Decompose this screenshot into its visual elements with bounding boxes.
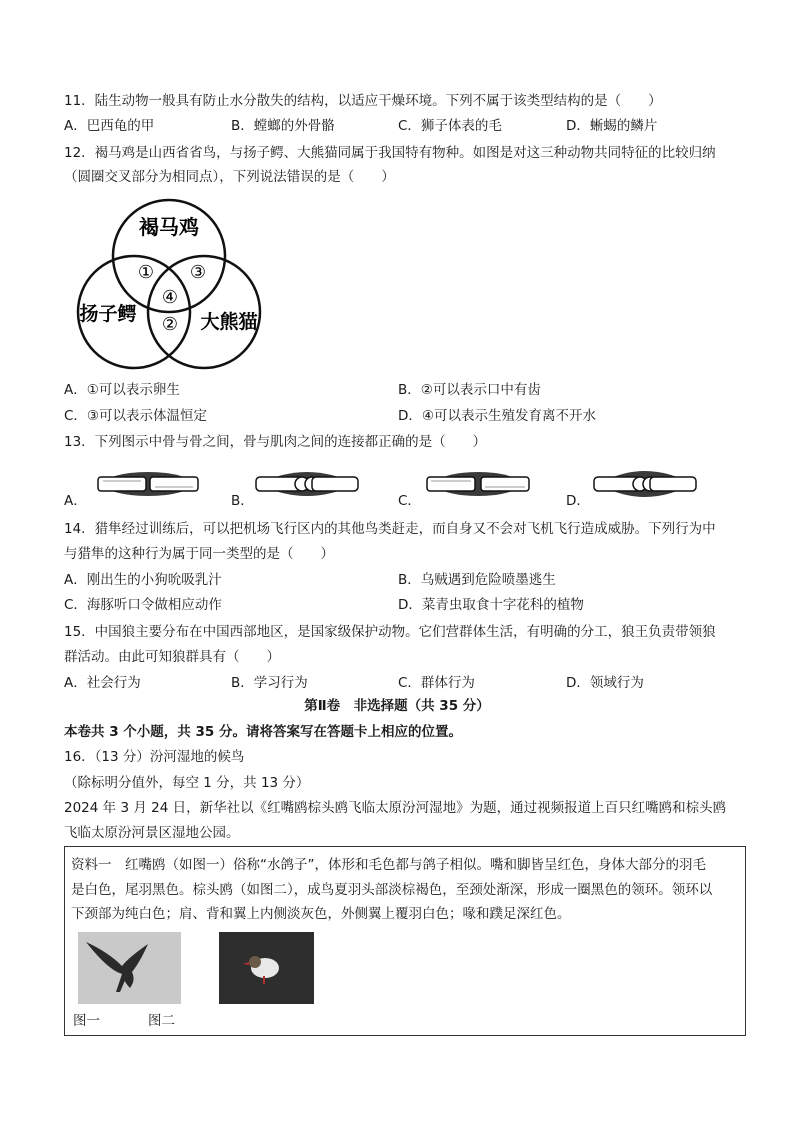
bone-muscle-diagram-d	[590, 466, 700, 502]
material-line-3: 下颈部为纯白色；肩、背和翼上内侧淡灰色，外侧翼上覆羽白色；喙和蹼足深红色。	[71, 906, 571, 922]
q13-option-b: B．	[231, 493, 254, 509]
part2-note: 本卷共 3 个小题，共 35 分。请将答案写在答题卡上相应的位置。	[64, 724, 462, 740]
q15-option-d: D．领域行为	[566, 675, 644, 691]
q12-option-c: C．③可以表示体温恒定	[64, 408, 208, 424]
q13-option-d: D．	[566, 493, 590, 509]
q13-option-c: C．	[398, 493, 421, 509]
q15-stem-2: 群活动。由此可知狼群具有（ ）	[64, 649, 280, 665]
venn-label-top: 褐马鸡	[139, 215, 199, 239]
part2-title: 第Ⅱ卷 非选择题（共 35 分）	[304, 698, 490, 714]
venn-region-1: ①	[137, 262, 155, 283]
q13-stem: 13．下列图示中骨与骨之间，骨与肌肉之间的连接都正确的是（ ）	[64, 434, 487, 450]
q11-stem: 11．陆生动物一般具有防止水分散失的结构，以适应干燥环境。下列不属于该类型结构的是（ ）	[64, 93, 662, 109]
figure-1-photo	[78, 932, 181, 1004]
q15-option-c: C．群体行为	[398, 675, 475, 691]
q12-stem-2: （圆圈交叉部分为相同点），下列说法错误的是（ ）	[64, 169, 395, 185]
q11-option-c: C．狮子体表的毛	[398, 118, 502, 134]
bone-muscle-diagram-a	[93, 466, 203, 502]
q14-option-c: C．海豚听口令做相应动作	[64, 597, 222, 613]
material-line-2: 是白色，尾羽黑色。棕头鸥（如图二），成鸟夏羽头部淡棕褐色，至颈处渐深，形成一圈黑色的领环。领环以	[71, 882, 713, 898]
q16-heading: 16．（13 分）汾河湿地的候鸟	[64, 749, 245, 765]
q12-stem-1: 12．褐马鸡是山西省省鸟，与扬子鳄、大熊猫同属于我国特有物种。如图是对这三种动物共同特征的比较归纳	[64, 145, 716, 161]
q12-option-b: B．②可以表示口中有齿	[398, 382, 541, 398]
q11-option-a: A．巴西龟的甲	[64, 118, 155, 134]
q14-option-a: A．刚出生的小狗吮吸乳汁	[64, 572, 222, 588]
q14-option-b: B．乌贼遇到危险喷墨逃生	[398, 572, 556, 588]
q13-option-a: A．	[64, 493, 87, 509]
figure-2-caption: 图二	[148, 1013, 175, 1029]
q15-option-b: B．学习行为	[231, 675, 308, 691]
venn-label-right: 大熊猫	[200, 311, 258, 333]
q12-option-a: A．①可以表示卵生	[64, 382, 180, 398]
q14-stem-2: 与猎隼的这种行为属于同一类型的是（ ）	[64, 546, 334, 562]
q15-stem-1: 15．中国狼主要分布在中国西部地区，是国家级保护动物。它们营群体生活，有明确的分工，狼王负责带领狼	[64, 624, 716, 640]
q11-option-d: D．蜥蜴的鳞片	[566, 118, 658, 134]
venn-diagram	[62, 192, 276, 376]
venn-label-left: 扬子鳄	[79, 303, 137, 325]
material-line-1: 资料一 红嘴鸥（如图一）俗称“水鸽子”，体形和毛色都与鸽子相似。嘴和脚皆呈红色，身体大部分的羽毛	[71, 857, 706, 873]
bone-muscle-diagram-b	[252, 466, 362, 502]
venn-region-2: ②	[161, 314, 179, 335]
venn-region-3: ③	[189, 262, 207, 283]
q14-option-d: D．菜青虫取食十字花科的植物	[398, 597, 584, 613]
q16-scoring: （除标明分值外，每空 1 分，共 13 分）	[64, 775, 310, 791]
q11-option-b: B．螳螂的外骨骼	[231, 118, 335, 134]
q16-intro-2: 飞临太原汾河景区湿地公园。	[64, 825, 240, 841]
figure-1-caption: 图一	[73, 1013, 100, 1029]
q12-option-d: D．④可以表示生殖发育离不开水	[398, 408, 596, 424]
q16-intro-1: 2024 年 3 月 24 日，新华社以《红嘴鸥棕头鸥飞临太原汾河湿地》为题，通过视频报道上百只红嘴鸥和棕头鸥	[64, 800, 727, 816]
venn-region-4: ④	[161, 287, 179, 308]
standing-gull-image	[219, 932, 314, 1004]
bone-muscle-diagram-c	[423, 466, 533, 502]
q14-stem-1: 14．猎隼经过训练后，可以把机场飞行区内的其他鸟类赶走，而自身又不会对飞机飞行造成威胁。下列行为中	[64, 521, 716, 537]
figure-2-photo	[219, 932, 314, 1004]
flying-gull-image	[78, 932, 181, 1004]
q15-option-a: A．社会行为	[64, 675, 141, 691]
